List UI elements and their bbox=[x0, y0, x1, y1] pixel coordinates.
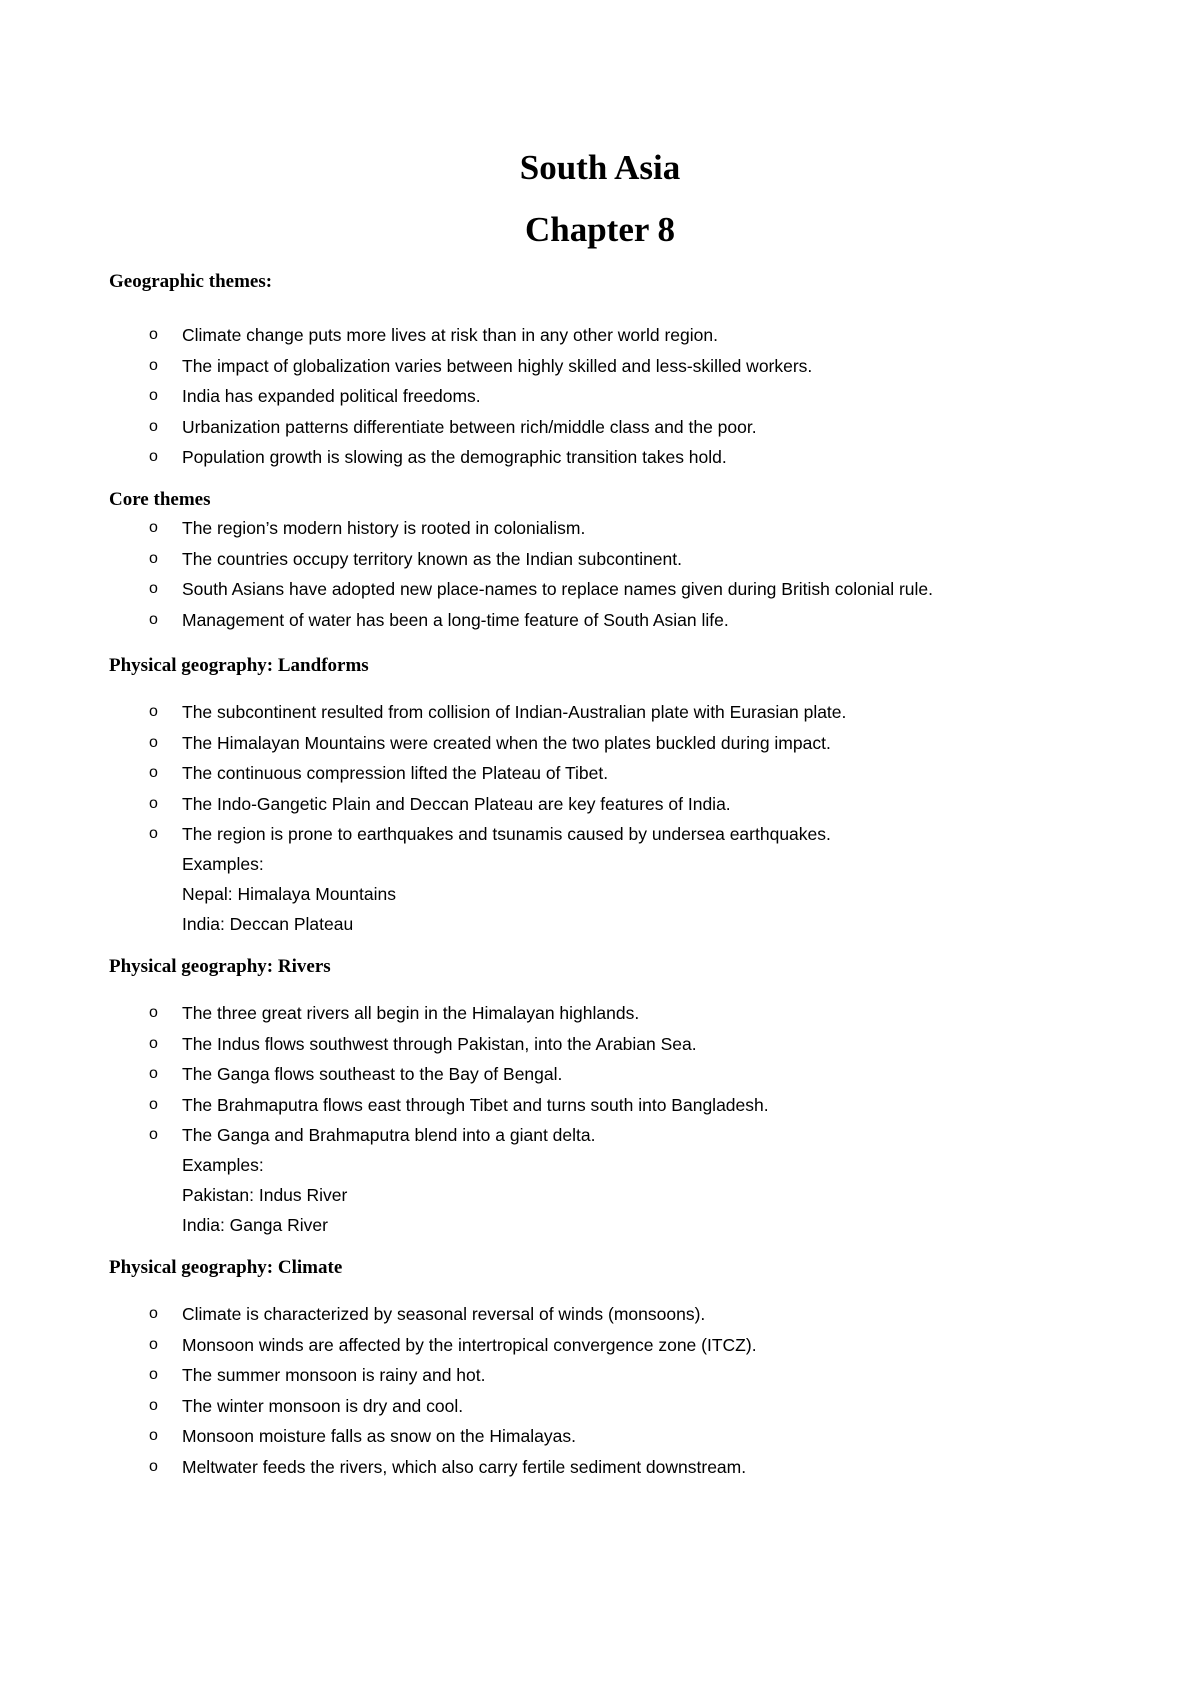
example-line: Nepal: Himalaya Mountains bbox=[182, 884, 396, 904]
list-item: o The impact of globalization varies between highly skilled and less-skilled workers. bbox=[0, 351, 1200, 382]
bullet-icon: o bbox=[149, 733, 158, 751]
list-item: o The three great rivers all begin in the Himalayan highlands. bbox=[0, 998, 1200, 1029]
bullet-icon: o bbox=[149, 387, 158, 404]
list-item: o The Indus flows southwest through Pakistan, into the Arabian Sea. bbox=[0, 1029, 1200, 1060]
list-item: o Monsoon winds are affected by the intertropical convergence zone (ITCZ). bbox=[0, 1330, 1200, 1361]
list-item: o Climate is characterized by seasonal reversal of winds (monsoons). bbox=[0, 1299, 1200, 1330]
bullet-icon: o bbox=[149, 1457, 158, 1475]
list-item: o Population growth is slowing as the demographic transition takes hold. bbox=[0, 442, 1200, 473]
bullet-icon: o bbox=[149, 794, 158, 812]
bullet-icon: o bbox=[149, 1004, 158, 1021]
document-title: South Asia bbox=[519, 148, 681, 187]
list-item: o The countries occupy territory known as the Indian subcontinent. bbox=[0, 544, 1200, 575]
list-item: o The Indo-Gangetic Plain and Deccan Plateau are key features of India. bbox=[0, 789, 1200, 820]
list-item: o The Ganga and Brahmaputra blend into a giant delta. bbox=[0, 1120, 1200, 1151]
list-item: o The region is prone to earthquakes and tsunamis caused by undersea earthquakes. bbox=[0, 819, 1200, 850]
list-item: o India has expanded political freedoms. bbox=[0, 381, 1200, 412]
example-line: India: Ganga River bbox=[182, 1215, 328, 1235]
list-item: o Management of water has been a long-time feature of South Asian life. bbox=[0, 605, 1200, 636]
bullet-icon: o bbox=[149, 1305, 158, 1322]
bullet-icon: o bbox=[149, 825, 158, 842]
examples-label: Examples: bbox=[182, 1155, 264, 1175]
bullet-icon: o bbox=[149, 703, 158, 720]
bullet-icon: o bbox=[149, 1366, 158, 1383]
examples-label: Examples: bbox=[182, 854, 264, 874]
bullet-icon: o bbox=[149, 610, 158, 628]
list-geographic-themes bbox=[0, 320, 1200, 473]
list-landforms bbox=[0, 697, 1200, 850]
list-item: o Urbanization patterns differentiate between rich/middle class and the poor. bbox=[0, 412, 1200, 443]
bullet-icon: o bbox=[149, 580, 158, 597]
list-item: o Climate change puts more lives at risk than in any other world region. bbox=[0, 320, 1200, 351]
section-heading-geographic-themes: Geographic themes: bbox=[109, 271, 273, 292]
bullet-icon: o bbox=[149, 417, 158, 435]
bullet-icon: o bbox=[149, 1396, 158, 1414]
bullet-icon: o bbox=[149, 764, 158, 781]
list-item: o The continuous compression lifted the Plateau of Tibet. bbox=[0, 758, 1200, 789]
section-heading-landforms: Physical geography: Landforms bbox=[109, 655, 369, 676]
example-line: Pakistan: Indus River bbox=[182, 1185, 348, 1205]
list-item: o The summer monsoon is rainy and hot. bbox=[0, 1360, 1200, 1391]
list-item: o The subcontinent resulted from collision of Indian-Australian plate with Eurasian plate. bbox=[0, 697, 1200, 728]
list-item: o The winter monsoon is dry and cool. bbox=[0, 1391, 1200, 1422]
section-heading-rivers: Physical geography: Rivers bbox=[109, 956, 331, 977]
list-core-themes bbox=[0, 513, 1200, 635]
bullet-icon: o bbox=[149, 448, 158, 465]
section-heading-core-themes: Core themes bbox=[109, 489, 211, 510]
list-item: o South Asians have adopted new place-names to replace names given during British colonial rule. bbox=[0, 574, 1200, 605]
list-item: o Monsoon moisture falls as snow on the Himalayas. bbox=[0, 1421, 1200, 1452]
document-subtitle: Chapter 8 bbox=[524, 210, 676, 249]
bullet-icon: o bbox=[149, 549, 158, 567]
bullet-icon: o bbox=[149, 356, 158, 374]
bullet-icon: o bbox=[149, 326, 158, 343]
example-line: India: Deccan Plateau bbox=[182, 914, 354, 934]
list-item: o The Himalayan Mountains were created when the two plates buckled during impact. bbox=[0, 728, 1200, 759]
bullet-icon: o bbox=[149, 1126, 158, 1143]
list-item: o The Ganga flows southeast to the Bay of Bengal. bbox=[0, 1059, 1200, 1090]
bullet-icon: o bbox=[149, 1034, 158, 1052]
bullet-icon: o bbox=[149, 519, 158, 536]
list-item: o Meltwater feeds the rivers, which also carry fertile sediment downstream. bbox=[0, 1452, 1200, 1483]
bullet-icon: o bbox=[149, 1095, 158, 1113]
bullet-icon: o bbox=[149, 1335, 158, 1353]
bullet-icon: o bbox=[149, 1427, 158, 1444]
list-climate bbox=[0, 1299, 1200, 1482]
list-rivers bbox=[0, 998, 1200, 1151]
section-heading-climate: Physical geography: Climate bbox=[109, 1257, 343, 1278]
list-item: o The region’s modern history is rooted in colonialism. bbox=[0, 513, 1200, 544]
bullet-icon: o bbox=[149, 1065, 158, 1082]
list-item: o The Brahmaputra flows east through Tibet and turns south into Bangladesh. bbox=[0, 1090, 1200, 1121]
